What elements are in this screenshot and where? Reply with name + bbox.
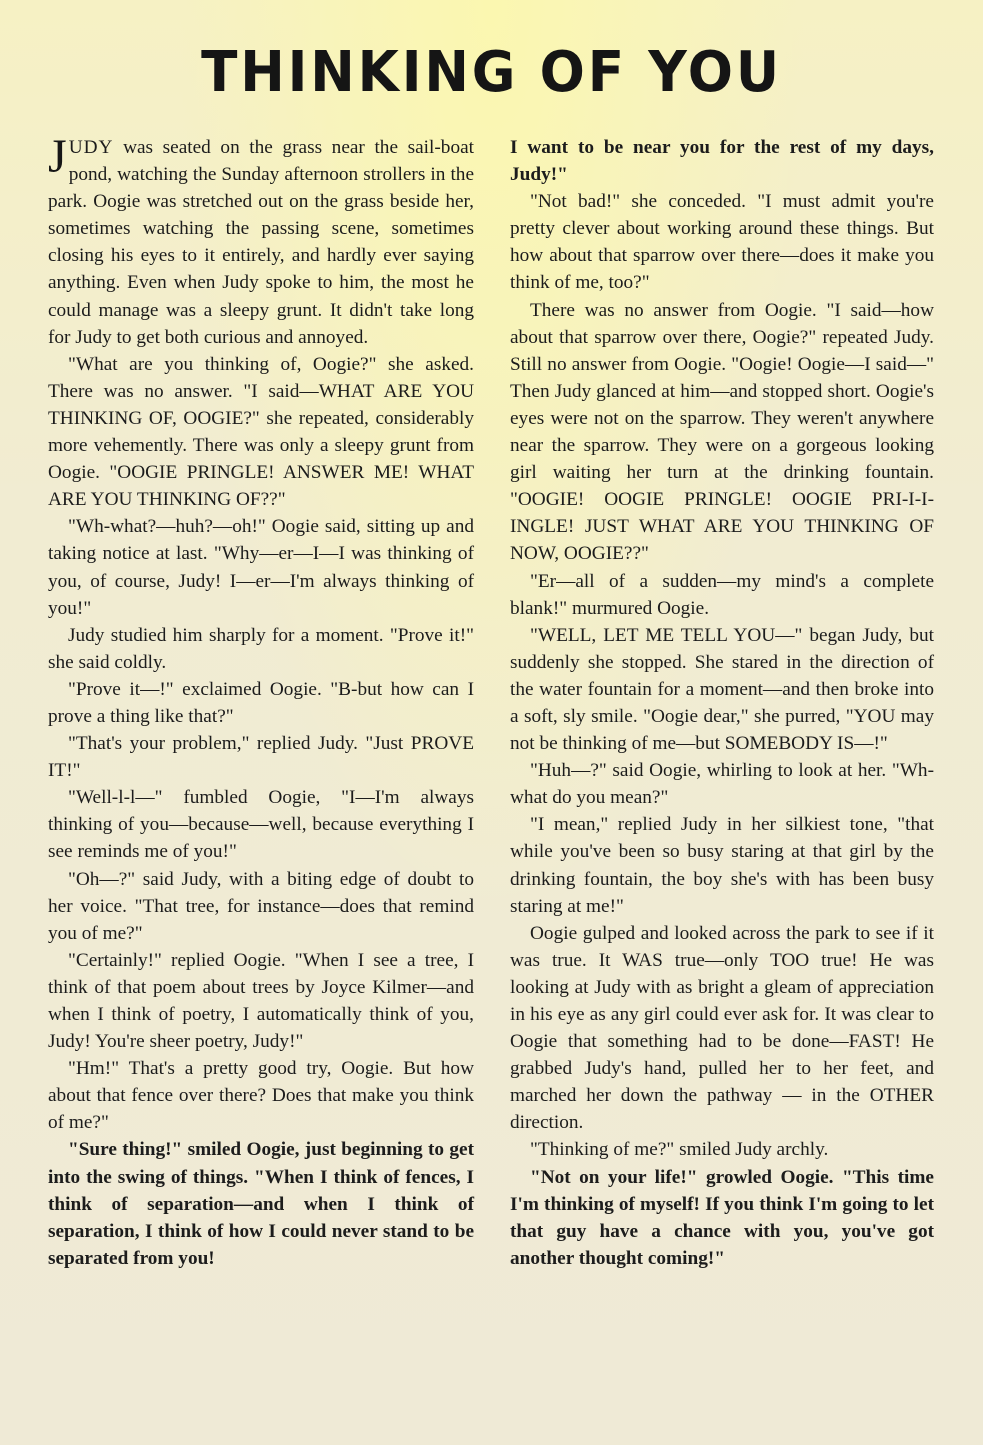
drop-cap: J [48, 130, 67, 183]
paragraph: "Prove it—!" exclaimed Oogie. "B-but how can I prove a thing like that?" [48, 678, 474, 727]
paragraph: "WELL, LET ME TELL YOU—" began Judy, but suddenly she stopped. She stared in the direction of the water fountain for a moment—and then broke into a soft, sly smile. "Oogie dear," she purred, "YOU may not be thinking of me—but SOMEBODY IS—!" [510, 624, 934, 755]
paragraph: "Not bad!" she conceded. "I must admit you're pretty clever about working around these things. But how about that sparrow over there—does it make you think of me, too?" [510, 191, 934, 294]
paragraph: "Not on your life!" growled Oogie. "This time I'm thinking of myself! If you think I'm going to let that guy have a chance with you, you've got another thought coming!" [510, 1166, 934, 1269]
paragraph: "Er—all of a sudden—my mind's a complete blank!" murmured Oogie. [510, 570, 934, 619]
story-title: THINKING OF YOU [201, 40, 782, 105]
paragraph: Judy studied him sharply for a moment. "Prove it!" she said coldly. [48, 624, 474, 673]
left-column [48, 130, 474, 1272]
paragraph: "Oh—?" said Judy, with a biting edge of doubt to her voice. "That tree, for instance—does that remind you of me?" [48, 868, 474, 944]
paragraph: "Thinking of me?" smiled Judy archly. [530, 1139, 829, 1161]
paragraph: Oogie gulped and looked across the park to see if it was true. It WAS true—only TOO true! He was looking at Judy with as bright a gleam of appreciation in his eye as any girl could ever ask for. It was clear to Oogie that something had to be done—FAST! He grabbed Judy's hand, pulled her to her feet, and marched her down the pathway — in the OTHER direction. [510, 922, 934, 1134]
paragraph: I want to be near you for the rest of my days, Judy!" [510, 137, 934, 186]
right-column [510, 134, 934, 1272]
paragraph-text: was seated on the grass near the sail-boat pond, watching the Sunday afternoon strollers in the park. Oogie was stretched out on the grass beside her, sometimes watching the passing scene, sometimes closing his eyes to it entirely, and hardly ever saying anything. Even when Judy spoke to him, the most he could manage was a sleepy grunt. It didn't take long for Judy to get both curious and annoyed. [48, 137, 474, 348]
lead-word: UDY [68, 137, 114, 158]
paragraph: "That's your problem," replied Judy. "Just PROVE IT!" [48, 733, 474, 782]
paragraph: "What are you thinking of, Oogie?" she asked. There was no answer. "I said—WHAT ARE YOU THINKING OF, OOGIE?" she repeated, considerably more vehemently. There was only a sleepy grunt from Oogie. "OOGIE PRINGLE! ANSWER ME! WHAT ARE YOU THINKING OF??" [48, 353, 474, 511]
paragraph: "Certainly!" replied Oogie. "When I see a tree, I think of that poem about trees by Joyce Kilmer—and when I think of poetry, I automatically think of you, Judy! You're sheer poetry, Judy!" [48, 949, 474, 1053]
paragraph: "Huh—?" said Oogie, whirling to look at her. "Wh-what do you mean?" [510, 760, 934, 809]
paragraph: "Hm!" That's a pretty good try, Oogie. But how about that fence over there? Does that make you think of me?" [48, 1058, 474, 1134]
paragraph: "I mean," replied Judy in her silkiest tone, "that while you've been so busy staring at that girl by the drinking fountain, the boy she's with has been busy staring at me!" [510, 814, 934, 917]
paragraph: "Well-l-l—" fumbled Oogie, "I—I'm always thinking of you—because—well, because everything I see reminds me of you!" [48, 787, 474, 863]
paragraph: "Wh-what?—huh?—oh!" Oogie said, sitting up and taking notice at last. "Why—er—I—I was thinking of you, of course, Judy! I—er—I'm always thinking of you!" [48, 516, 474, 619]
paragraph [48, 130, 474, 351]
paragraph: "Sure thing!" smiled Oogie, just beginning to get into the swing of things. "When I think of fences, I think of separation—and when I think of separation, I think of how I could never stand to be separated from you! [48, 1139, 474, 1269]
paragraph: There was no answer from Oogie. "I said—how about that sparrow over there, Oogie?" repeated Judy. Still no answer from Oogie. "Oogie! Oogie—I said—" Then Judy glanced at him—and stopped short. Oogie's eyes were not on the sparrow. They weren't anywhere near the sparrow. They were on a gorgeous looking girl waiting her turn at the drinking fountain. "OOGIE! OOGIE PRINGLE! OOGIE PRI-I-I-INGLE! JUST WHAT ARE YOU THINKING OF NOW, OOGIE??" [510, 299, 934, 565]
